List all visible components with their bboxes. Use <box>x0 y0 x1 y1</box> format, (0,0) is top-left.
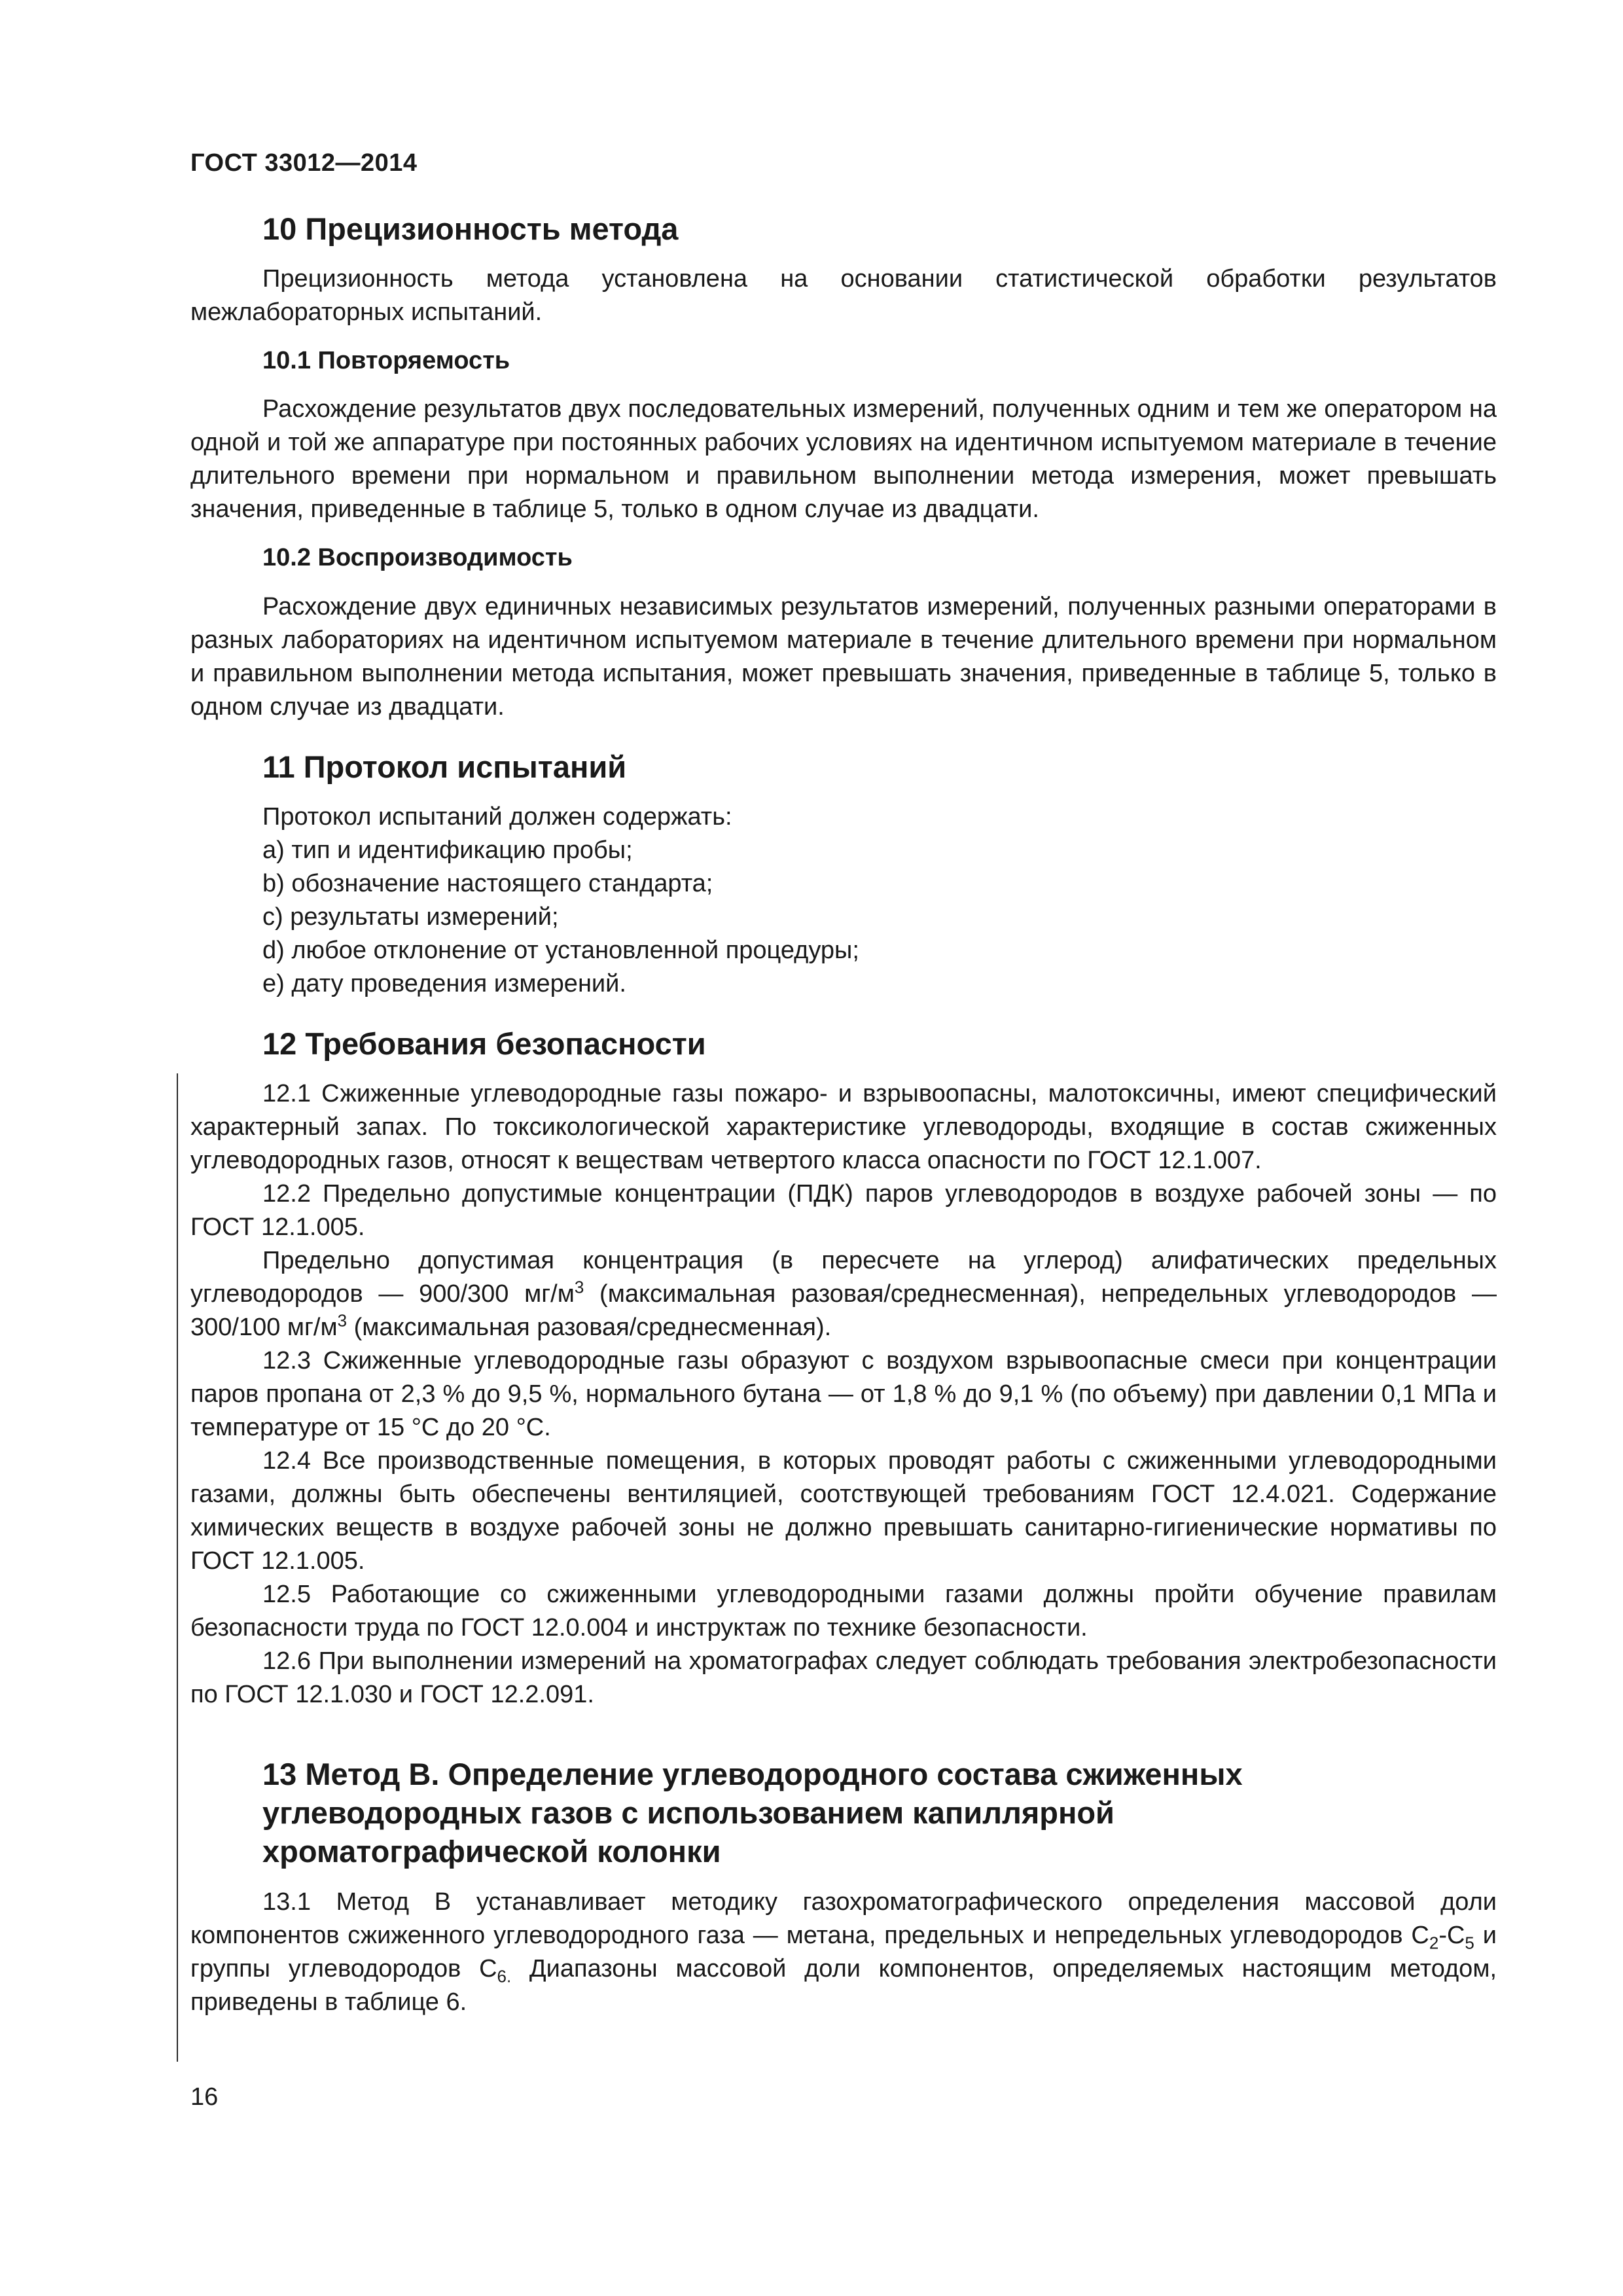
protocol-item-b: b) обозначение настоящего стандарта; <box>262 869 713 897</box>
section-12-2-text: 12.2 Предельно допустимые концентрации (ПДК) паров углеводородов в воздухе рабочей зоны — по ГОСТ 12.1.005. <box>190 1180 1497 1242</box>
protocol-item-a: a) тип и идентификацию пробы; <box>262 836 633 864</box>
section-13-1-text: 13.1 Метод В устанавливает методику газохроматографического определения массовой доли компонентов сжиженного углеводородного газа — метана, предельных и непредельных углеводородов $С_2-С_5$ и группы углеводородов $С_{6.}$ Диапазоны массовой доли компонентов, определяемых настоящим методом, приведены в таблице 6. <box>190 1888 1497 2016</box>
section-11-intro: Протокол испытаний должен содержать: <box>262 802 732 831</box>
section-12-5-text: 12.5 Работающие со сжиженными углеводородными газами должны пройти обучение правилам безопасности труда по ГОСТ 12.0.004 и инструктаж по технике безопасности. <box>190 1581 1497 1642</box>
protocol-item-c: c) результаты измерений; <box>262 903 559 931</box>
section-12-1-text: 12.1 Сжиженные углеводородные газы пожаро- и взрывоопасны, малотоксичны, имеют специфический характерный запах. По токсикологической характеристике углеводороды, входящие в состав сжиженных углеводородных газов, относят к веществам четвертого класса опасности по ГОСТ 12.1.007. <box>190 1080 1497 1175</box>
cubic-superscript: 3 <box>337 1310 348 1331</box>
section-12-2-limits-text: Предельно допустимая концентрация (в пересчете на углерод) алифатических предельных углеводородов — 900/300 $мг/м^3$ (максимальная разовая/среднесменная), непредельных углеводородов — 300/100 $мг/м^3$ (максимальная разовая/среднесменная). <box>190 1247 1497 1342</box>
cubic-superscript: 3 <box>574 1277 584 1297</box>
page-content <box>190 209 1497 2019</box>
section-10-1-text: Расхождение результатов двух последовательных измерений, полученных одним и тем же оператором на одной и той же аппаратуре при постоянных рабочих условиях на идентичном испытуемом материале в течение длительного времени при нормальном и правильном выполнении метода измерения, может превышать значения, приведенные в таблице 5, только в одном случае из двадцати. <box>190 395 1497 524</box>
section-12-3-text: 12.3 Сжиженные углеводородные газы образуют с воздухом взрывоопасные смеси при концентрации паров пропана от 2,3 % до 9,5 %, нормального бутана — от 1,8 % до 9,1 % (по объему) при давлении 0,1 МПа и температуре от 15 °С до 20 °С. <box>190 1347 1497 1442</box>
section-12-6-text: 12.6 При выполнении измерений на хроматографах следует соблюдать требования электробезопасности по ГОСТ 12.1.030 и ГОСТ 12.2.091. <box>190 1647 1497 1709</box>
protocol-item-e: e) дату проведения измерений. <box>262 969 626 997</box>
page-number: 16 <box>190 2083 219 2111</box>
revision-change-bar <box>177 1073 178 2062</box>
document-header: ГОСТ 33012—2014 <box>190 149 418 177</box>
section-10-2-title: 10.2 Воспроизводимость <box>262 544 573 572</box>
protocol-item-d: d) любое отклонение от установленной процедуры; <box>262 936 859 964</box>
section-12-4-text: 12.4 Все производственные помещения, в которых проводят работы с сжиженными углеводородными газами, должны быть обеспечены вентиляцией, соотствующей требованиям ГОСТ 12.4.021. Содержание химических веществ в воздухе рабочей зоны не должно превышать санитарно-гигиенические нормативы по ГОСТ 12.1.005. <box>190 1447 1497 1575</box>
section-13-title: 13 Метод В. Определение углеводородного состава сжиженных углеводородных газов с использованием капиллярной хроматографической колонки <box>262 1757 1243 1869</box>
section-10-2-text: Расхождение двух единичных независимых результатов измерений, полученных разными операторами в разных лабораториях на идентичном испытуемом материале в течение длительного времени при нормальном и правильном выполнении метода испытания, может превышать значения, приведенные в таблице 5, только в одном случае из двадцати. <box>190 592 1497 721</box>
section-10-1-title: 10.1 Повторяемость <box>262 347 510 375</box>
section-10-intro: Прецизионность метода установлена на основании статистической обработки результатов межлабораторных испытаний. <box>190 265 1497 327</box>
section-11-title: 11 Протокол испытаний <box>262 749 627 784</box>
section-12-title: 12 Требования безопасности <box>262 1026 706 1061</box>
section-10-title: 10 Прецизионность метода <box>262 211 679 246</box>
